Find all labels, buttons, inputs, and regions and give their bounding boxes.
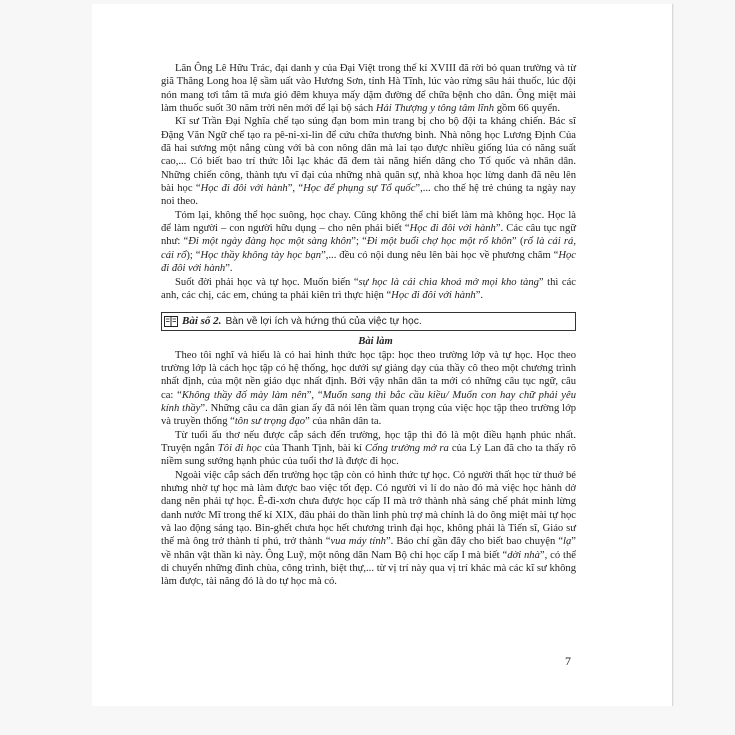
text-run: ”,... đều có nội dung nêu lên bài học về phương châm “ [321, 249, 559, 261]
text-run: ”, “ [287, 183, 304, 195]
text-run: ”. [225, 263, 233, 275]
italic-run: rổ là cái rá, cái rổ [161, 236, 576, 261]
italic-run: Học đi đôi với hành [391, 289, 476, 301]
italic-run: Muốn sang thì bắc cầu kiều/ Muốn con hay chữ phải yêu kính thầy [161, 389, 577, 414]
body-paragraph [161, 429, 576, 469]
italic-run: Học để phụng sự Tổ quốc [303, 183, 416, 195]
italic-run: lạ [563, 536, 572, 548]
text-run: của Thanh Tịnh, bài kí [261, 442, 365, 454]
intro-text [161, 62, 576, 302]
italic-run: Học thầy không tày học bạn [200, 249, 322, 261]
text-run: Suốt đời phải học và tự học. Muốn biến “ [175, 276, 359, 288]
answer-subheading: Bài làm [358, 336, 393, 348]
exercise-title: Bàn về lợi ích và hứng thú của việc tự học. [225, 316, 422, 328]
italic-run: vua máy tính [330, 536, 386, 548]
text-run: gồm 66 quyển. [494, 103, 560, 115]
italic-run: sự học là cái chìa khoá mở mọi kho tàng [358, 276, 539, 288]
text-run: ” về nhân vật thần kì này. Ông Luỹ, một nông dân Nam Bộ chỉ học cấp I mà biết “ [161, 536, 576, 561]
text-run: Ngoài việc cắp sách đến trường học tập còn có hình thức tự học. Có người thất học từ thuở bé nhưng nhờ tự học mà làm được bao việc tốt đẹp. Có người vì lí do nào đó mà việc học hành dở dang nên phải tự học. Ê-đi-xơn chưa được học cấp II mà trở thành nhà sáng chế phát minh lừng danh nước Mĩ trong thế kỉ XIX, đâu phải do thần linh phù trợ mà chính là do ông miệt mài tự học và lao động sáng tạo. Bin-ghết chưa học hết chương trình đại học, không phải là Tiến sĩ, Giáo sư thế mà ông trở thành tỉ phú, trở thành “ [161, 469, 576, 548]
book-icon [164, 316, 178, 327]
text-run: Lãn Ông Lê Hữu Trác, đại danh y của Đại Việt trong thế kỉ XVIII đã rời bỏ quan trường và từ giã Thăng Long hoa lệ sầm uất vào Hương Sơn, tỉnh Hà Tĩnh, lúc vào rừng sâu hái thuốc, lúc đội nón mang tơi tắm tã mưa gió đêm khuya mấy dặm đường để chữa bệnh cho dân. Ông miệt mài làm thuốc suốt 30 năm trời nên mới để lại bộ sách [161, 63, 576, 115]
intro-paragraph [161, 62, 576, 115]
text-run: ”. Những câu ca dân gian ấy đã nói lên tầm quan trọng của việc học tập theo trường lớp và truyền thống “ [161, 402, 576, 428]
italic-run: Đi một buổi chợ học một rổ khôn [366, 236, 512, 248]
exercise-heading [161, 312, 576, 331]
intro-paragraph [161, 276, 576, 303]
italic-run: Cổng trường mở ra [365, 442, 449, 454]
book-page [92, 4, 673, 706]
italic-run: Học đi đôi với hành [161, 249, 576, 275]
text-run: ” của nhân dân ta. [305, 416, 382, 428]
text-run: Từ tuổi ấu thơ nếu được cắp sách đến trường, học tập thì đó là một điều hạnh phúc nhất. Truyện ngắn [161, 429, 576, 454]
text-run: ” ( [511, 236, 524, 248]
italic-run: dời nhà [507, 549, 540, 561]
intro-paragraph [161, 115, 576, 208]
text-run: ”,... cho thế hệ trẻ chúng ta ngày nay noi theo. [161, 183, 576, 208]
text-run: của Lý Lan đã cho ta thấy rõ niềm sung sướng hạnh phúc của tuổi thơ là được đi học. [161, 442, 577, 468]
italic-run: tôn sư trọng đạo [234, 416, 306, 428]
italic-run: Hải Thượng y tông tâm lĩnh [375, 103, 495, 115]
page-number: 7 [565, 654, 571, 668]
text-run: Kĩ sư Trần Đại Nghĩa chế tạo súng đạn bom mìn trang bị cho bộ đội ta kháng chiến. Bác sĩ Đặng Văn Ngữ chế tạo ra pê-ni-xi-lin để cứu chữa thương binh. Nhà nông học Lương Định Của đã hai sương một nắng cùng với bà con nông dân mà lai tạo được nhiều giống lúa có năng suất cao,... Có biết bao trí thức lỗi lạc khác đã đem tài năng hiến dâng cho Tổ quốc và nhân dân. Những chiến công, thành tựu vĩ đại của những nhà quân sự, nhà khoa học lừng danh đã nêu lên bài học “ [161, 116, 576, 195]
text-run: ”, có thể di chuyển những đình chùa, công trình, biệt thự,... từ vị trí này qua vị trí khác mà các kĩ sư không làm được, tài năng đó là do tự học mà có. [161, 549, 576, 588]
essay-body [161, 349, 576, 589]
text-run: Tóm lại, không thể học suông, học chay. Cũng không thể chỉ biết làm mà không học. Học là để làm người – con người hữu dụng – cho nên phải biết “ [161, 209, 576, 235]
exercise-number: Bài số 2. [182, 315, 222, 328]
text-run: ”. Các câu tục ngữ như: “ [161, 223, 576, 248]
text-run: ”; “ [351, 236, 367, 248]
text-run: ); “ [186, 249, 201, 261]
text-run: Theo tôi nghĩ và hiểu là có hai hình thức học tập: học theo trường lớp và tự học. Học theo trường lớp là cách học tập có hệ thống, học dưới sự giảng dạy của thầy cô theo một chương trình nhất định, của một nền giáo dục nhất định. Bởi vậy nhân dân ta mới có những câu tục ngữ, câu ca: “ [161, 349, 576, 401]
italic-run: Không thầy đố mày làm nên [181, 389, 307, 401]
text-run: ”. [475, 289, 484, 301]
italic-run: Đi một ngày đàng học một sàng khôn [188, 236, 352, 248]
body-paragraph [161, 469, 576, 589]
text-run: ”, “ [306, 389, 323, 401]
text-run: ” thì các anh, các chị, các em, chúng ta phải kiên trì thực hiện “ [161, 276, 576, 301]
italic-run: Tôi đi học [217, 442, 262, 454]
body-paragraph [161, 349, 576, 429]
intro-paragraph [161, 209, 576, 276]
italic-run: Học đi đôi với hành [200, 183, 288, 195]
text-run: ”. Báo chí gần đây cho biết bao chuyện “ [385, 536, 564, 548]
page-content [161, 62, 576, 589]
italic-run: Học đi đôi với hành [409, 223, 496, 235]
